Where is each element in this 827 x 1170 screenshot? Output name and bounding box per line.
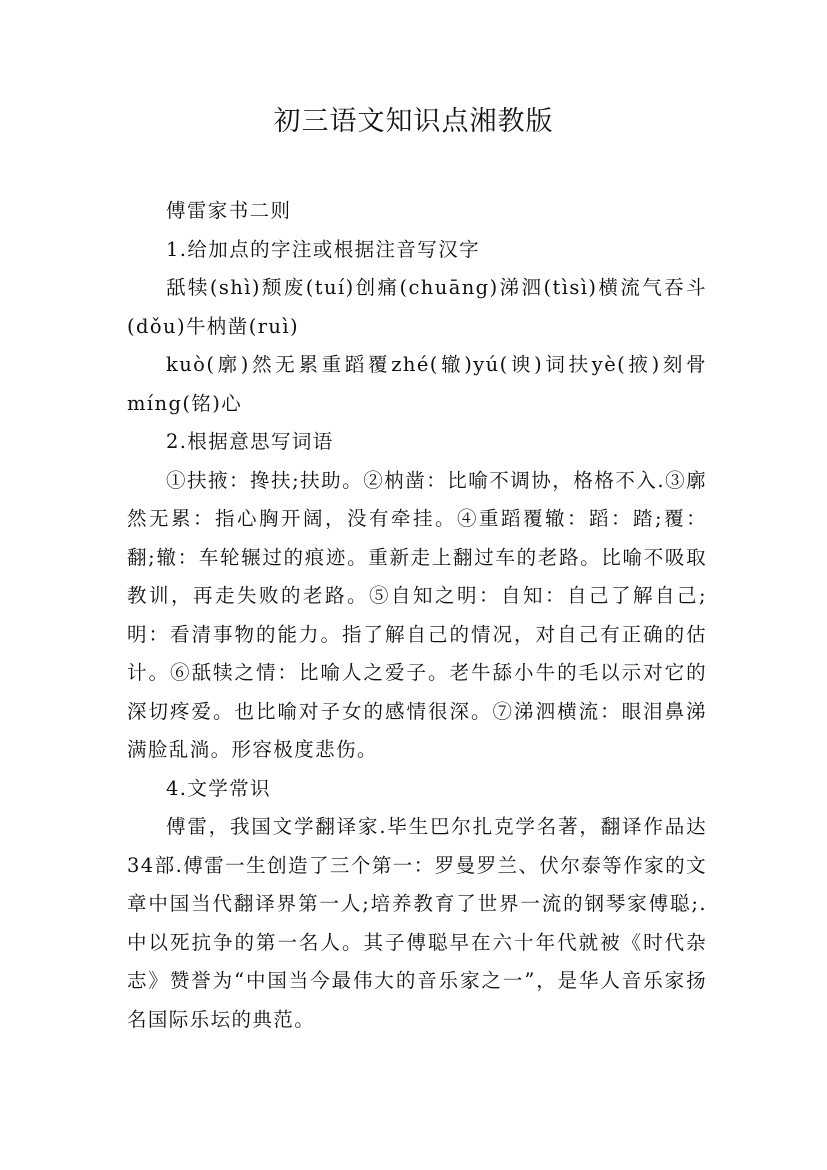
exercise-heading-2: 2.根据意思写词语 (166, 430, 334, 453)
exercise-heading-1: 1.给加点的字注或根据注音写汉字 (166, 237, 481, 261)
definitions-paragraph: ①扶掖：搀扶;扶助。②枘凿：比喻不调协，格格不入.③廓然无累：指心胸开阔，没有牵挂。④重蹈覆辙：蹈：踏;覆：翻;辙：车轮辗过的痕迹。重新走上翻过车的老路。比喻不吸取教训，再走失败的老路。⑤自知之明：自知：自己了解自己;明：看清事物的能力。指了解自己的情况，对自己有正确的估计。⑥舐犊之情：比喻人之爱子。老牛舔小牛的毛以示对它的深切疼爱。也比喻对子女的感情很深。⑦涕泗横流：眼泪鼻涕满脸乱淌。形容极度悲伤。 (127, 468, 707, 761)
pinyin-paragraph-2: kuò(廓)然无累重蹈覆zhé(辙)yú(谀)词扶yè(掖)刻骨míng(铭)心 (127, 353, 707, 415)
literature-paragraph: 傅雷，我国文学翻译家.毕生巴尔扎克学名著，翻译作品达34部.傅雷一生创造了三个第一：罗曼罗兰、伏尔泰等作家的文章中国当代翻译界第一人;培养教育了世界一流的钢琴家傅聪;.中以死抗争的第一名人。其子傅聪早在六十年代就被《时代杂志》赞誉为“中国当今最伟大的音乐家之一”，是华人音乐家扬名国际乐坛的典范。 (127, 815, 707, 1031)
exercise-heading-4: 4.文学常识 (166, 776, 272, 800)
document-title: 初三语文知识点湘教版 (273, 106, 554, 137)
section-heading-fulei-letters: 傅雷家书二则 (166, 199, 292, 222)
pinyin-paragraph-1: 舐犊(shì)颓废(tuí)创痛(chuāng)涕泗(tìsì)横流气吞斗(dǒu)牛枘凿(ruì) (127, 276, 707, 338)
document-body (127, 192, 707, 1039)
